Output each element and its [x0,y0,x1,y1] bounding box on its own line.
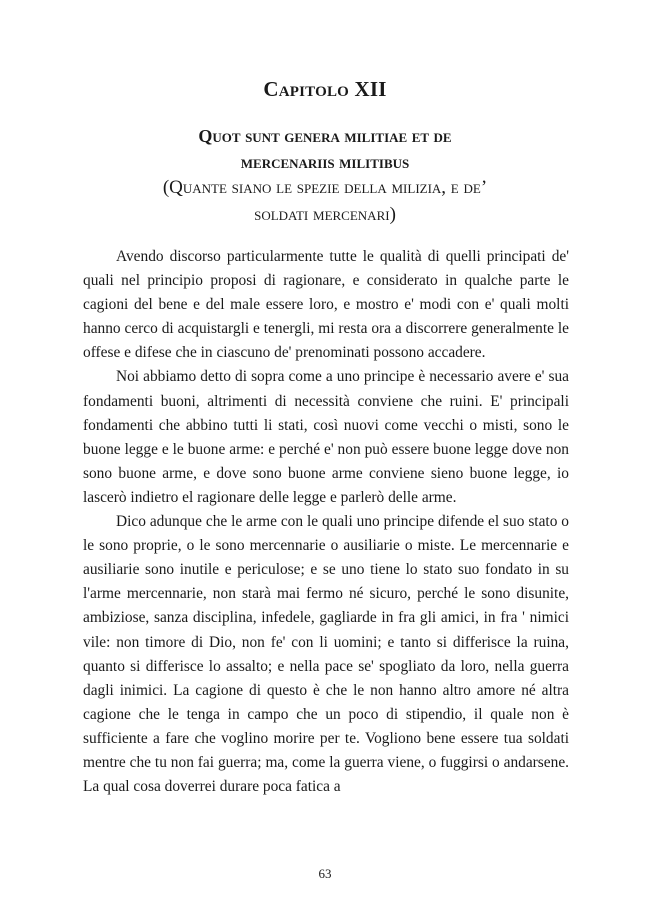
chapter-body [83,245,569,799]
page-number: 63 [318,866,332,881]
italian-chapter-heading [0,174,650,228]
latin-title-line-1: Quot sunt genera militiae et de [198,126,452,146]
paragraph-1: Avendo discorso particularmente tutte le qualità di quelli principati de' quali nel principio proposi di ragionare, e considerato in qualche parte le cagioni del bene e del male essere loro, e mostro e' modi con e' quali molti hanno cerco di acquistargli e tenergli, mi resta ora a discorrere generalmente le offese e difese che in ciascuno de' prenominati possono accadere. [83,248,569,362]
latin-chapter-heading [0,123,650,175]
paragraph-3: Dico adunque che le arme con le quali uno principe difende el suo stato o le sono proprie, o le sono mercennarie o ausiliarie o miste. Le mercennarie e ausiliarie sono inutile e periculose; e se uno tiene lo stato suo fondato in su l'arme mercennarie, non starà mai fermo né sicuro, perché le sono disunite, ambiziose, sanza disciplina, infedele, gagliarde in fra gli amici, in fra ' nimici vile: non timore di Dio, non fe' con li uomini; e tanto si differisce la ruina, quanto si differisce lo assalto; e nella pace se' spogliato da loro, nella guerra dagli inimici. La cagione di questo è che le non hanno altro amore né altra cagione che le tenga in campo che un poco di stipendio, il quale non è sufficiente a fare che voglino morire per te. Vogliono bene essere tua soldati mentre che tu non fai guerra; ma, come la guerra viene, o fuggirsi o andarsene. La qual cosa doverrei durare poca fatica a [83,513,569,796]
paragraph-2: Noi abbiamo detto di sopra come a uno principe è necessario avere e' sua fondamenti buoni, altrimenti di necessità conviene che ruini. E' principali fondamenti che abbino tutti li stati, così nuovi come vecchi o misti, sono le buone legge e le buone arme: e perché e' non può essere buone legge dove non sono buone arme, e dove sono buone arme conviene sieno buone legge, io lascerò indietro el ragionare delle legge e parlerò delle arme. [83,368,569,506]
latin-title-line-2: mercenariis militibus [240,152,410,172]
chapter-title: Capitolo XII [263,77,387,101]
italian-title-line-2: soldati mercenari) [254,204,396,225]
italian-title-line-1: (Quante siano le spezie della milizia, e de’ [162,177,488,198]
